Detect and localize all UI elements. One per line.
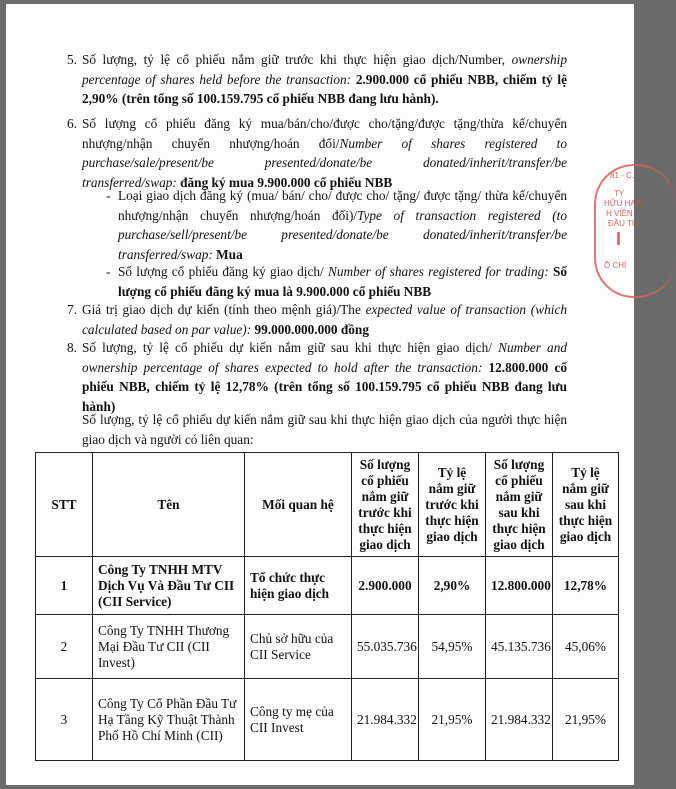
item-6-number: 6. — [67, 116, 77, 131]
item-8-value: 12.800.000 cổ phiếu NBB, chiếm tỷ lệ 12,78% (trên tổng số 100.159.795 cổ phiếu NBB đang lưu hành) — [82, 359, 567, 414]
cell-name: Công Ty TNHH Thương Mại Đầu Tư CII (CII Invest) — [93, 615, 245, 679]
header-ratio-after: Tỷ lệ nắm giữ sau khi thực hiện giao dịch — [553, 453, 619, 557]
cell-relationship: Công ty mẹ của CII Invest — [245, 679, 352, 761]
sub-item-2-english: Number of shares registered for trading: — [328, 264, 549, 279]
dash-bullet: - — [106, 264, 111, 279]
item-6-text: Số lượng cổ phiếu đăng ký mua/bán/cho/được cho/tặng/được tặng/thừa kế/chuyển nhượng/nhận chuyển nhượng/hoán đổi/ — [82, 116, 567, 151]
cell-shares-before: 2.900.000 — [352, 557, 419, 615]
item-7-value: 99.000.000.000 đồng — [251, 321, 369, 337]
cell-stt: 3 — [36, 679, 93, 761]
cell-stt: 1 — [36, 557, 93, 615]
item-6 — [67, 114, 567, 192]
dash-bullet: - — [106, 188, 111, 203]
cell-shares-after: 12.800.000 — [486, 557, 553, 615]
document-page — [6, 4, 642, 785]
cell-shares-after: 21.984.332 — [486, 679, 553, 761]
related-parties-intro: Số lượng, tỷ lệ cổ phiếu dự kiến nắm giữ sau khi thực hiện giao dịch của người thực hiện giao dịch và người có liên quan: — [82, 412, 567, 447]
sub-item-2-text: Số lượng cổ phiếu đăng ký giao dịch/ — [118, 264, 328, 279]
header-relationship: Mối quan hệ — [245, 453, 352, 557]
cell-ratio-after: 45,06% — [553, 615, 619, 679]
cell-ratio-before: 2,90% — [419, 557, 486, 615]
company-stamp — [594, 164, 642, 294]
cell-relationship: Tổ chức thực hiện giao dịch — [245, 557, 352, 615]
cell-ratio-before: 21,95% — [419, 679, 486, 761]
item-8-english: Number and ownership percentage of shares expected to hold after the transaction: — [82, 340, 567, 375]
stamp-text: 81 - C. — [610, 171, 635, 180]
cell-ratio-after: 21,95% — [553, 679, 619, 761]
item-5-english: ownership percentage of shares held before the transaction: — [82, 52, 567, 87]
sub-item-shares-registered — [106, 262, 567, 301]
table-row — [36, 557, 619, 615]
cell-relationship: Chủ sở hữu của CII Service — [245, 615, 352, 679]
header-name: Tên — [93, 453, 245, 557]
cell-ratio-after: 12,78% — [553, 557, 619, 615]
item-7-number: 7. — [67, 302, 77, 317]
table-row — [36, 615, 619, 679]
header-shares-after: Số lượng cổ phiếu nắm giữ sau khi thực hiện giao dịch — [486, 453, 553, 557]
cell-shares-before: 55.035.736 — [352, 615, 419, 679]
stamp-text: Ồ CHÍ — [604, 261, 627, 270]
header-stt: STT — [36, 453, 93, 557]
cell-name: Công Ty TNHH MTV Dịch Vụ Và Đầu Tư CII (CII Service) — [93, 557, 245, 615]
cell-name: Công Ty Cổ Phần Đầu Tư Hạ Tầng Kỹ Thuật Thành Phố Hồ Chí Minh (CII) — [93, 679, 245, 761]
item-7 — [67, 300, 567, 339]
item-5 — [67, 50, 567, 109]
item-7-text: Giá trị giao dịch dự kiến (tính theo mệnh giá)/The — [82, 302, 366, 317]
item-8-text: Số lượng, tỷ lệ cổ phiếu dự kiến nắm giữ sau khi thực hiện giao dịch/ — [82, 340, 499, 355]
stamp-text: I — [616, 229, 622, 249]
table-header-row — [36, 453, 619, 557]
stamp-ring — [594, 164, 676, 298]
cell-ratio-before: 54,95% — [419, 615, 486, 679]
related-parties-table — [35, 452, 619, 761]
item-5-value: 2.900.000 cổ phiếu NBB, chiếm tỷ lệ 2,90% (trên tổng số 100.159.795 cổ phiếu NBB đang lưu hành). — [82, 71, 567, 106]
stamp-text: TY — [614, 189, 625, 198]
stamp-text: ĐẦU TƯ — [608, 219, 639, 228]
cell-shares-before: 21.984.332 — [352, 679, 419, 761]
header-ratio-before: Tỷ lệ nắm giữ trước khi thực hiện giao dịch — [419, 453, 486, 557]
item-7-english: expected value of transaction (which calculated based on par value): — [82, 302, 567, 337]
cell-stt: 2 — [36, 615, 93, 679]
sub-item-transaction-type — [106, 186, 568, 264]
item-5-number: 5. — [67, 52, 77, 67]
item-6-english: Number of shares registered to purchase/sale/present/be presented/donate/be donated/inherit/transfer/be transferred/swap: — [82, 135, 567, 190]
stamp-text: H VIÊN — [606, 209, 633, 218]
item-8-number: 8. — [67, 340, 77, 355]
item-6-value: đăng ký mua 9.900.000 cổ phiếu NBB — [176, 174, 393, 190]
sub-item-1-english: Type of transaction registered (to purchase/sell/present/be presented/donate/be donated/inherit/transfer/be transferred/swap: — [118, 207, 568, 262]
item-5-text: Số lượng, tỷ lệ cổ phiếu nắm giữ trước khi thực hiện giao dịch/Number, — [82, 52, 512, 67]
item-8 — [67, 338, 567, 416]
sub-item-1-text: Loại giao dịch đăng ký (mua/ bán/ cho/ được cho/ tặng/ được tặng/ thừa kế/chuyển nhượng/nhận chuyển nhượng/hoán đổi)/ — [118, 188, 567, 223]
stamp-text: HỮU HẠN — [604, 199, 642, 208]
sub-item-2-value: Số lượng cổ phiếu đăng ký mua là 9.900.000 cổ phiếu NBB — [118, 264, 567, 299]
header-shares-before: Số lượng cổ phiếu nắm giữ trước khi thực hiện giao dịch — [352, 453, 419, 557]
table-row — [36, 679, 619, 761]
cell-shares-after: 45.135.736 — [486, 615, 553, 679]
sub-item-1-value: Mua — [212, 246, 243, 262]
